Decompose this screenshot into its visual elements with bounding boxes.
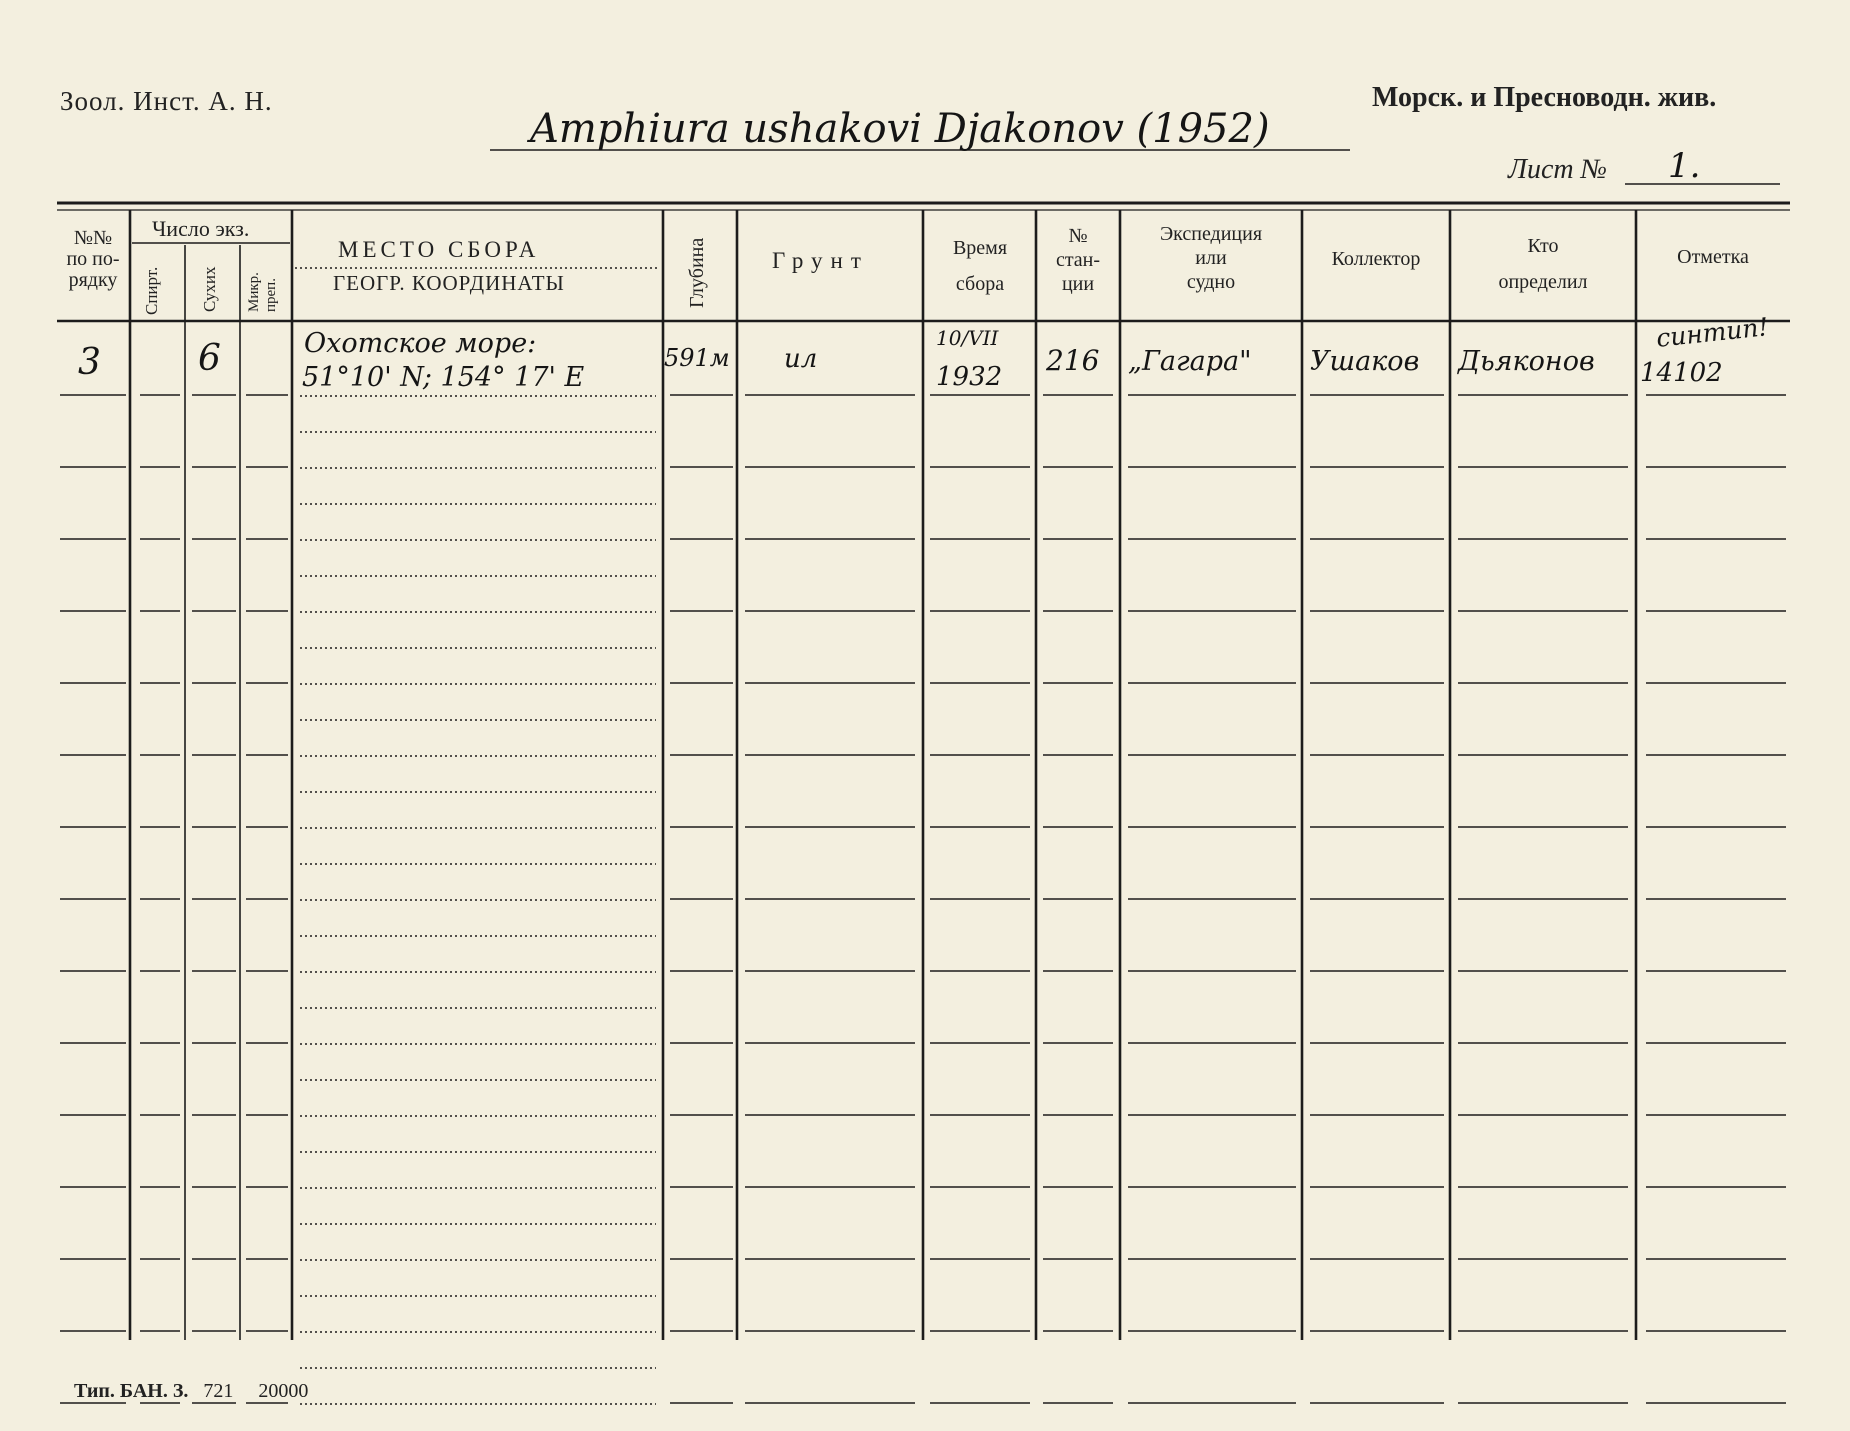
col-expedition [1122, 222, 1300, 294]
entry-identifier: Дьяконов [1458, 346, 1595, 377]
entry-coords: 51°10' N; 154° 17' E [302, 362, 585, 393]
col-station-l3: ции [1061, 273, 1095, 295]
sheet-number: 1. [1668, 146, 1701, 186]
category-label: Морск. и Пресноводн. жив. [1372, 82, 1717, 113]
col-row-no-l1: №№ [73, 227, 113, 249]
col-count-alcohol: Спирт. [142, 266, 161, 315]
col-mark: Отметка [1677, 246, 1749, 268]
entry-date-year: 1932 [936, 362, 1003, 392]
col-expedition-l2: или [1195, 247, 1227, 269]
col-ground: Грунт [772, 248, 869, 273]
col-time-l1: Время [952, 237, 1008, 259]
entry-place: Охотское море: [304, 328, 537, 359]
footer-order: 721 [203, 1380, 234, 1402]
entry-mark-type: синтип! [1654, 312, 1770, 353]
col-identifier [1452, 228, 1634, 300]
col-count-micro-l1: Микр. [246, 272, 262, 312]
col-time [926, 230, 1034, 302]
col-collector: Коллектор [1331, 248, 1421, 270]
sheet-label: Лист № [1508, 154, 1608, 185]
entry-row-no: 3 [78, 342, 101, 383]
col-expedition-l1: Экспедиция [1159, 223, 1263, 245]
species-name: Amphiura ushakovi Djakonov (1952) [530, 106, 1270, 152]
col-row-no-l3: рядку [68, 269, 118, 291]
entry-mark-number: 14102 [1640, 358, 1723, 388]
footer-code: Тип. БАН. З. [74, 1380, 189, 1402]
col-time-l2: сбора [955, 273, 1005, 295]
col-row-no [60, 228, 126, 291]
col-count-micro [246, 272, 280, 312]
footer-run: 20000 [258, 1380, 309, 1402]
entry-depth: 591м [664, 344, 730, 372]
footer-print-code [74, 1380, 308, 1403]
col-station-l1: № [1068, 225, 1088, 247]
col-expedition-l3: судно [1186, 271, 1236, 293]
col-row-no-l2: по по- [66, 248, 120, 270]
col-depth: Глубина [686, 237, 708, 308]
col-place-title: МЕСТО СБОРА [338, 237, 540, 262]
entry-date-day: 10/VII [936, 326, 999, 350]
entry-vessel: „Гагара" [1128, 346, 1252, 377]
col-count-dry: Сухих [200, 266, 219, 312]
entry-collector: Ушаков [1310, 346, 1420, 377]
col-count-micro-l2: преп. [263, 278, 279, 312]
col-count-group: Число экз. [152, 216, 250, 241]
entry-count-dry: 6 [198, 338, 221, 379]
entry-ground: ил [784, 344, 818, 374]
col-identifier-l2: определил [1498, 271, 1588, 293]
institute-label: Зоол. Инст. А. Н. [60, 86, 273, 116]
col-place-coords: ГЕОГР. КООРДИНАТЫ [333, 271, 565, 295]
col-station-l2: стан- [1055, 249, 1101, 271]
col-identifier-l1: Кто [1527, 235, 1559, 257]
col-station [1038, 224, 1118, 296]
entry-station: 216 [1046, 344, 1100, 377]
